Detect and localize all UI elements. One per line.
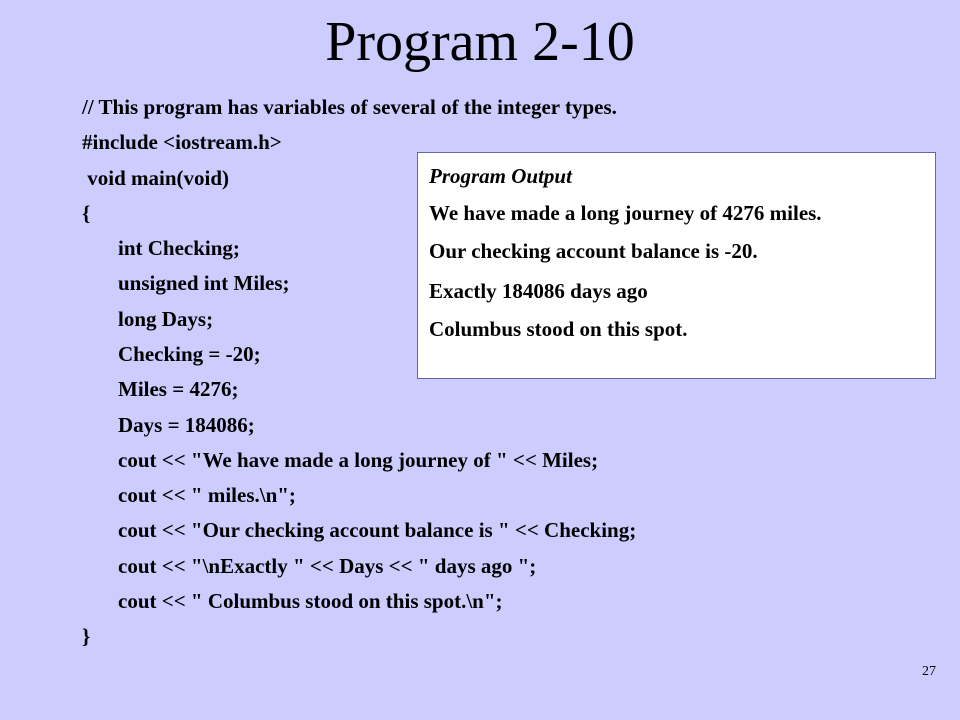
code-line: cout << "We have made a long journey of " << Miles; <box>118 448 599 472</box>
code-line: cout << "Our checking account balance is " << Checking; <box>118 518 637 542</box>
page-number: 27 <box>922 664 936 679</box>
code-line: cout << " Columbus stood on this spot.\n"; <box>118 589 503 613</box>
code-line: Days = 184086; <box>118 413 255 437</box>
slide-title: Program 2-10 <box>325 11 635 73</box>
code-line: { <box>82 201 91 225</box>
code-line: void main(void) <box>82 166 230 190</box>
code-line: long Days; <box>118 307 214 331</box>
output-line: We have made a long journey of 4276 miles. <box>429 201 822 225</box>
code-line: cout << "\nExactly " << Days << " days ago "; <box>118 554 537 578</box>
code-line: // This program has variables of several of the integer types. <box>82 95 617 119</box>
code-line: cout << " miles.\n"; <box>118 483 296 507</box>
code-line: Miles = 4276; <box>118 377 239 401</box>
program-output-box <box>417 152 936 379</box>
code-line: unsigned int Miles; <box>118 271 290 295</box>
output-line: Our checking account balance is -20. <box>429 239 758 263</box>
output-line: Exactly 184086 days ago <box>429 279 648 303</box>
code-line: int Checking; <box>118 236 240 260</box>
code-line: } <box>82 624 91 648</box>
output-line: Columbus stood on this spot. <box>429 317 688 341</box>
code-line: #include <iostream.h> <box>82 130 282 154</box>
output-heading: Program Output <box>429 164 572 188</box>
code-line: Checking = -20; <box>118 342 261 366</box>
